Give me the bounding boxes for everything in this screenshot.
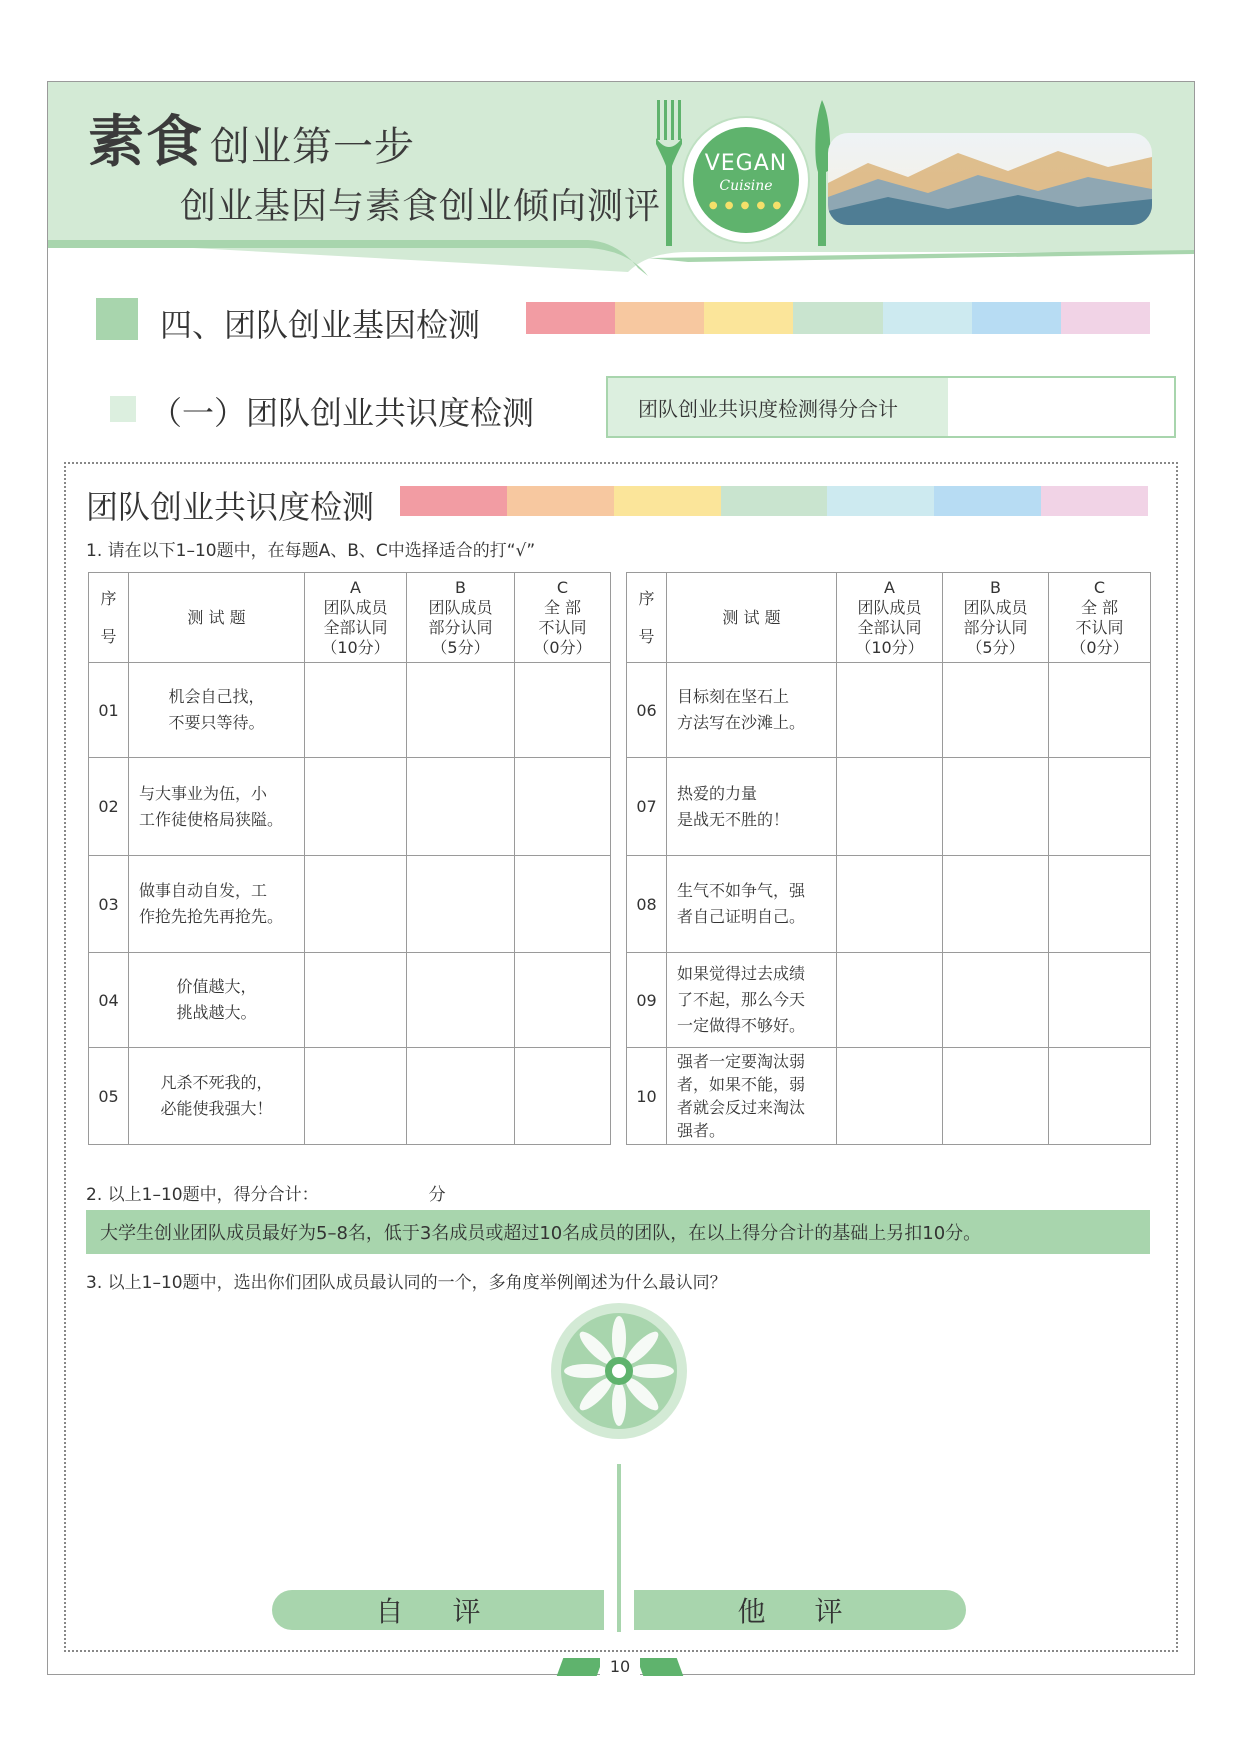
- row-question: 凡杀不死我的， 必能使我强大！: [129, 1048, 305, 1145]
- row-num: 01: [89, 663, 129, 758]
- quiz-title: 团队创业共识度检测: [86, 488, 375, 526]
- table-header-row: [89, 573, 611, 663]
- table-header-row: [627, 573, 1151, 663]
- row-num: 06: [627, 663, 667, 758]
- answer-b-cell[interactable]: [407, 663, 515, 758]
- section-rainbow-bar: [526, 302, 1150, 334]
- row-question: 如果觉得过去成绩 了不起，那么今天 一定做得不够好。: [667, 953, 837, 1048]
- score-total-box: [606, 376, 1176, 438]
- row-question: 生气不如争气，强 者自己证明自己。: [667, 856, 837, 953]
- row-question: 价值越大， 挑战越大。: [129, 953, 305, 1048]
- row-question: 与大事业为伍，小 工作徒使格局狭隘。: [129, 758, 305, 856]
- table-row: [89, 758, 611, 856]
- self-evaluation-button[interactable]: 自 评: [272, 1590, 604, 1630]
- answer-a-cell[interactable]: [305, 758, 407, 856]
- row-question: 做事自动自发，工 作抢先抢先再抢先。: [129, 856, 305, 953]
- answer-a-cell[interactable]: [305, 856, 407, 953]
- row-question: 目标刻在坚石上 方法写在沙滩上。: [667, 663, 837, 758]
- col-question: 测 试 题: [129, 573, 305, 663]
- peer-evaluation-button[interactable]: 他 评: [634, 1590, 966, 1630]
- answer-b-cell[interactable]: [943, 663, 1049, 758]
- logo-script: Cuisine: [719, 178, 773, 194]
- answer-c-cell[interactable]: [515, 663, 611, 758]
- col-b: B 团队成员 部分认同 （5分）: [943, 573, 1049, 663]
- answer-a-cell[interactable]: [837, 953, 943, 1048]
- table-row: [89, 1048, 611, 1145]
- answer-c-cell[interactable]: [1049, 663, 1151, 758]
- answer-a-cell[interactable]: [837, 758, 943, 856]
- answer-c-cell[interactable]: [515, 856, 611, 953]
- subsection-title: （一）团队创业共识度检测: [150, 394, 535, 432]
- col-a: A 团队成员 全部认同 （10分）: [305, 573, 407, 663]
- table-row: [627, 663, 1151, 758]
- score-total-prefix: 2. 以上1–10题中，得分合计：: [86, 1185, 319, 1205]
- flower-emblem-icon: [550, 1302, 688, 1440]
- row-question: 强者一定要淘汰弱 者，如果不能，弱 者就会反过来淘汰 强者。: [667, 1048, 837, 1145]
- table-row: [89, 663, 611, 758]
- section-marker: [96, 298, 138, 340]
- row-num: 05: [89, 1048, 129, 1145]
- row-num: 09: [627, 953, 667, 1048]
- table-row: [627, 856, 1151, 953]
- page-number: 10: [600, 1656, 640, 1678]
- row-num: 07: [627, 758, 667, 856]
- brand-subtitle: 创业基因与素食创业倾向测评: [180, 186, 662, 227]
- answer-b-cell[interactable]: [407, 856, 515, 953]
- vegan-logo: [684, 118, 808, 242]
- answer-a-cell[interactable]: [305, 953, 407, 1048]
- col-c: C 全 部 不认同 （0分）: [515, 573, 611, 663]
- quiz-table-left: [88, 572, 611, 1145]
- page-number-badge: [560, 1656, 680, 1678]
- fork-icon: [654, 100, 684, 248]
- col-question: 测 试 题: [667, 573, 837, 663]
- answer-a-cell[interactable]: [305, 1048, 407, 1145]
- quiz-rainbow-bar: [400, 486, 1148, 516]
- header-wave: [48, 240, 1194, 276]
- row-question: 机会自己找， 不要只等待。: [129, 663, 305, 758]
- answer-b-cell[interactable]: [943, 758, 1049, 856]
- answer-c-cell[interactable]: [515, 1048, 611, 1145]
- row-num: 02: [89, 758, 129, 856]
- table-row: [627, 953, 1151, 1048]
- answer-b-cell[interactable]: [943, 856, 1049, 953]
- question-3: 3. 以上1–10题中，选出你们团队成员最认同的一个，多角度举例阐述为什么最认同？: [86, 1273, 727, 1293]
- answer-b-cell[interactable]: [943, 1048, 1049, 1145]
- answer-a-cell[interactable]: [837, 663, 943, 758]
- answer-c-cell[interactable]: [1049, 953, 1151, 1048]
- answer-c-cell[interactable]: [1049, 758, 1151, 856]
- mountain-image: [828, 133, 1152, 225]
- subsection-marker: [110, 396, 136, 422]
- answer-b-cell[interactable]: [407, 953, 515, 1048]
- score-total-unit: 分: [428, 1185, 446, 1205]
- quiz-table-right: [626, 572, 1151, 1145]
- answer-a-cell[interactable]: [305, 663, 407, 758]
- score-total-field[interactable]: [948, 378, 1174, 436]
- score-total-line: [86, 1180, 446, 1205]
- answer-b-cell[interactable]: [407, 1048, 515, 1145]
- divider-line: [617, 1464, 621, 1632]
- col-num: 序 号: [89, 573, 129, 663]
- col-c: C 全 部 不认同 （0分）: [1049, 573, 1151, 663]
- col-num: 序 号: [627, 573, 667, 663]
- row-num: 03: [89, 856, 129, 953]
- answer-c-cell[interactable]: [515, 953, 611, 1048]
- row-num: 04: [89, 953, 129, 1048]
- table-row: [89, 953, 611, 1048]
- col-b: B 团队成员 部分认同 （5分）: [407, 573, 515, 663]
- col-a: A 团队成员 全部认同 （10分）: [837, 573, 943, 663]
- answer-b-cell[interactable]: [943, 953, 1049, 1048]
- answer-b-cell[interactable]: [407, 758, 515, 856]
- brand-rest: 创业第一步: [210, 124, 415, 170]
- answer-c-cell[interactable]: [515, 758, 611, 856]
- answer-a-cell[interactable]: [837, 856, 943, 953]
- answer-c-cell[interactable]: [1049, 856, 1151, 953]
- answer-c-cell[interactable]: [1049, 1048, 1151, 1145]
- team-size-notice: 大学生创业团队成员最好为5–8名，低于3名成员或超过10名成员的团队，在以上得分合计的基础上另扣10分。: [86, 1210, 1150, 1254]
- table-row: [627, 758, 1151, 856]
- score-total-label: 团队创业共识度检测得分合计: [608, 378, 948, 436]
- answer-a-cell[interactable]: [837, 1048, 943, 1145]
- section-title: 四、团队创业基因检测: [160, 306, 481, 344]
- row-question: 热爱的力量 是战无不胜的！: [667, 758, 837, 856]
- row-num: 10: [627, 1048, 667, 1145]
- logo-text: VEGAN: [704, 151, 788, 176]
- logo-dots: ● ● ● ● ●: [708, 200, 784, 211]
- table-row: [89, 856, 611, 953]
- row-num: 08: [627, 856, 667, 953]
- table-row: [627, 1048, 1151, 1145]
- quiz-instruction: 1. 请在以下1–10题中，在每题A、B、C中选择适合的打“√”: [86, 541, 536, 561]
- brand-main: 素食: [88, 110, 204, 175]
